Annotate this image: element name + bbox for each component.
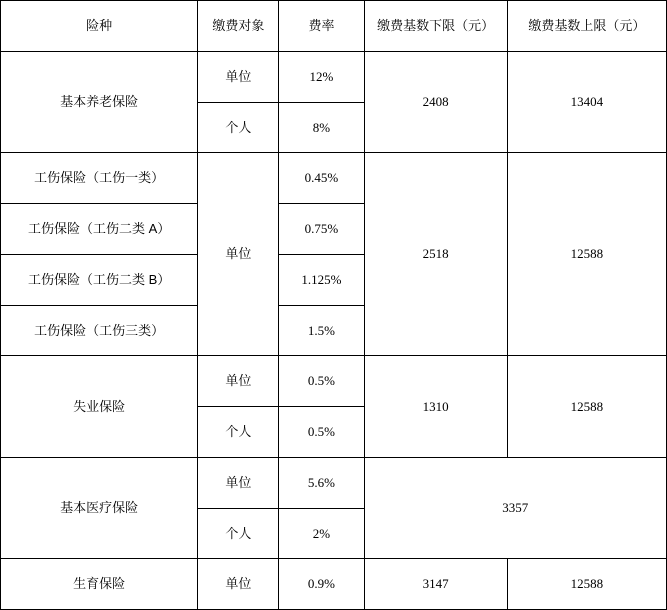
row-rate: 1.125% [279, 254, 364, 305]
header-base-lower: 缴费基数下限（元） [364, 1, 507, 52]
row-base-lower: 2518 [364, 153, 507, 356]
row-base-upper: 12588 [507, 559, 666, 610]
row-type-unemployment: 失业保险 [1, 356, 198, 458]
row-rate: 2% [279, 508, 364, 559]
header-payer: 缴费对象 [198, 1, 279, 52]
row-base-lower: 3147 [364, 559, 507, 610]
row-rate: 8% [279, 102, 364, 153]
row-payer: 单位 [198, 457, 279, 508]
row-rate: 0.5% [279, 407, 364, 458]
table-header-row [1, 1, 667, 52]
row-rate: 0.45% [279, 153, 364, 204]
row-base-lower: 1310 [364, 356, 507, 458]
table-row [1, 457, 667, 508]
row-payer: 个人 [198, 407, 279, 458]
row-rate: 0.9% [279, 559, 364, 610]
row-rate: 0.5% [279, 356, 364, 407]
row-payer: 单位 [198, 356, 279, 407]
table-row [1, 51, 667, 102]
table-row [1, 356, 667, 407]
header-insurance-type: 险种 [1, 1, 198, 52]
table-row [1, 559, 667, 610]
row-base-upper: 12588 [507, 153, 666, 356]
row-type-injury-2b: 工伤保险（工伤二类 B） [1, 254, 198, 305]
row-base-upper: 12588 [507, 356, 666, 458]
row-payer: 单位 [198, 153, 279, 356]
row-type-injury-2a: 工伤保险（工伤二类 A） [1, 204, 198, 255]
row-rate: 12% [279, 51, 364, 102]
row-type-maternity: 生育保险 [1, 559, 198, 610]
row-payer: 个人 [198, 102, 279, 153]
row-type-injury-3: 工伤保险（工伤三类） [1, 305, 198, 356]
row-payer: 个人 [198, 508, 279, 559]
row-payer: 单位 [198, 559, 279, 610]
row-type-injury-1: 工伤保险（工伤一类） [1, 153, 198, 204]
row-rate: 1.5% [279, 305, 364, 356]
row-rate: 0.75% [279, 204, 364, 255]
row-payer: 单位 [198, 51, 279, 102]
row-base-lower: 2408 [364, 51, 507, 153]
row-base-upper: 13404 [507, 51, 666, 153]
header-rate: 费率 [279, 1, 364, 52]
row-type-medical: 基本医疗保险 [1, 457, 198, 559]
row-base-merged: 3357 [364, 457, 666, 559]
row-type-pension: 基本养老保险 [1, 51, 198, 153]
table-row [1, 153, 667, 204]
row-rate: 5.6% [279, 457, 364, 508]
header-base-upper: 缴费基数上限（元） [507, 1, 666, 52]
